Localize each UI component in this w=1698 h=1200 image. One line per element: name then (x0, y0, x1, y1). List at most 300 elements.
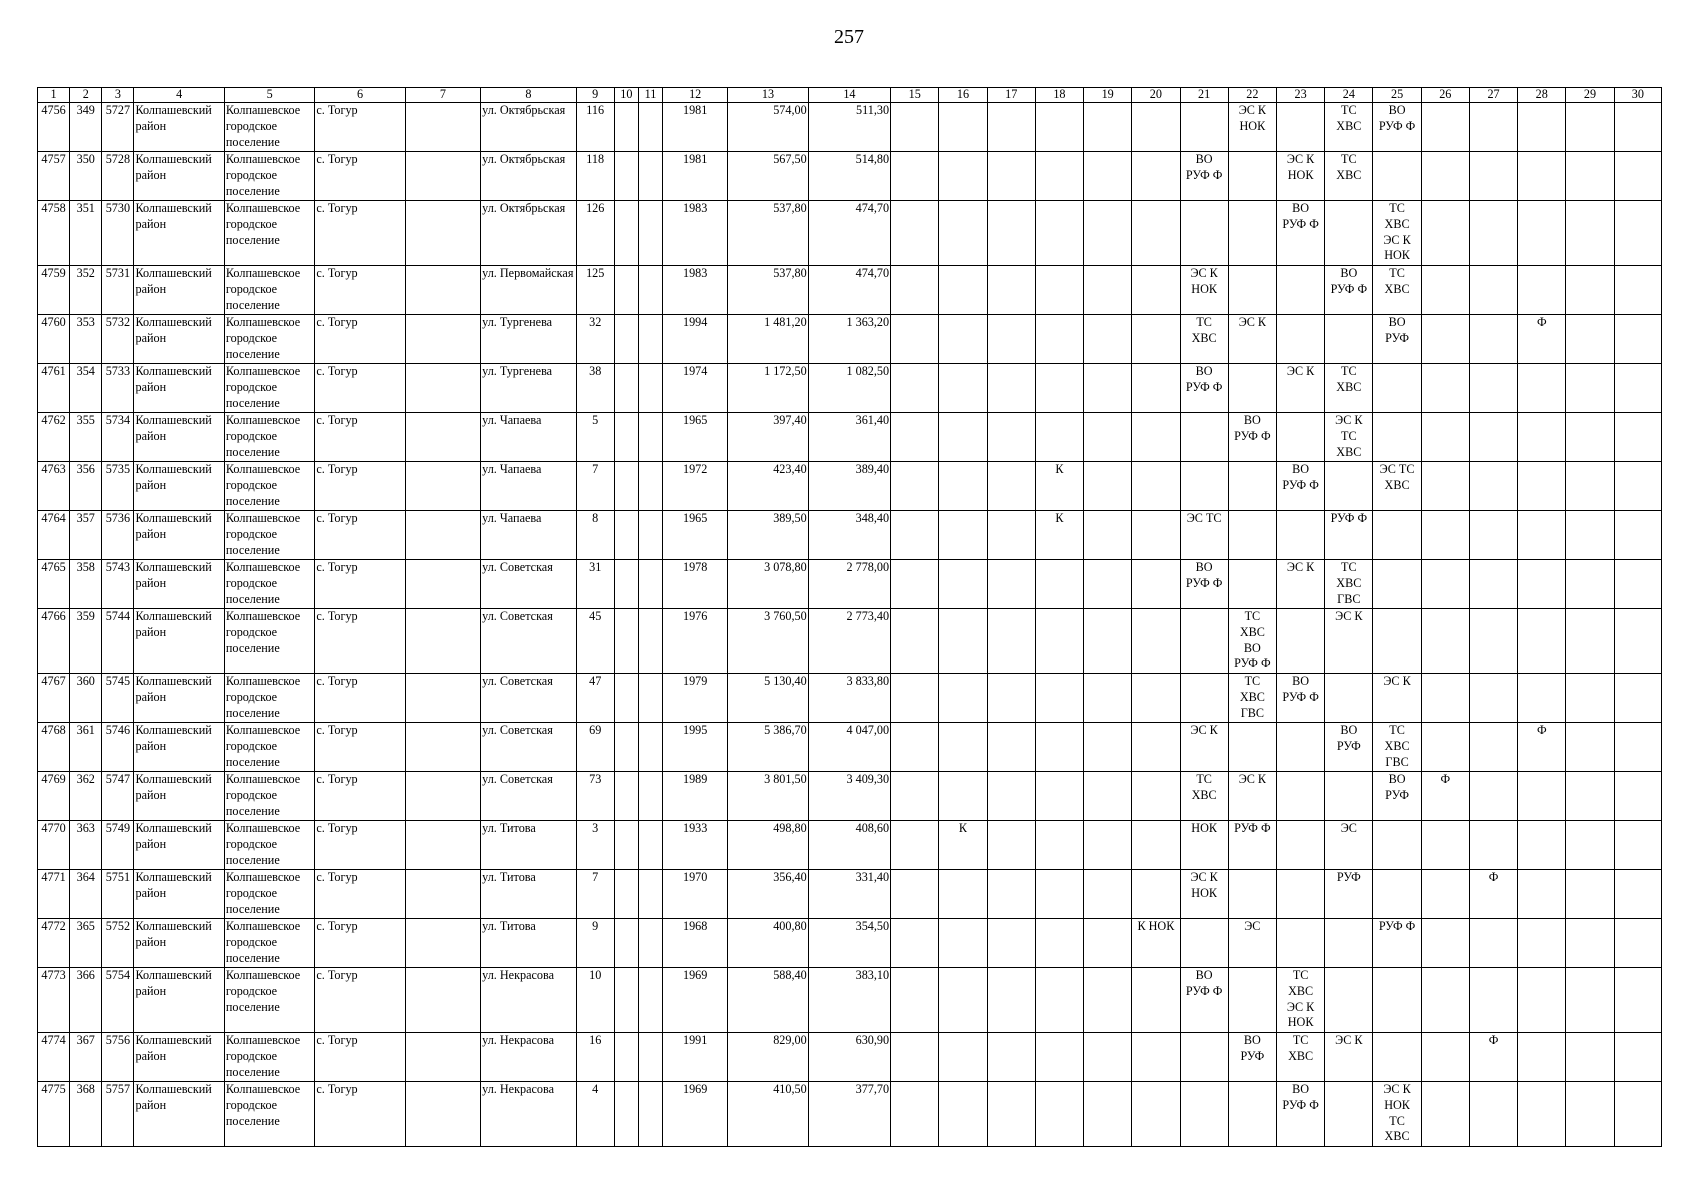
work-cell-10 (614, 1082, 638, 1147)
work-cell-19 (1084, 152, 1132, 201)
house-number: 10 (576, 968, 614, 1033)
work-cell-24: ТС ХВС (1325, 152, 1373, 201)
settlement-name: Колпашевское городское поселение (224, 723, 314, 772)
living-area: 3 409,30 (808, 772, 890, 821)
work-cell-11 (638, 201, 662, 266)
work-cell-10 (614, 772, 638, 821)
work-cell-15 (891, 1082, 939, 1147)
street-name: ул. Советская (481, 560, 576, 609)
table-row (38, 821, 1662, 870)
table-row (38, 674, 1662, 723)
work-cell-22 (1228, 968, 1276, 1033)
locality-name: с. Тогур (315, 674, 405, 723)
work-cell-20: К НОК (1132, 919, 1180, 968)
total-area: 397,40 (728, 413, 808, 462)
column-header-17: 17 (987, 88, 1035, 103)
work-cell-16 (939, 560, 987, 609)
work-cell-25: ТС ХВС (1373, 266, 1421, 315)
work-cell-30 (1614, 103, 1661, 152)
living-area: 2 778,00 (808, 560, 890, 609)
house-number: 69 (576, 723, 614, 772)
build-year: 1965 (663, 413, 728, 462)
build-year: 1969 (663, 968, 728, 1033)
work-cell-7 (405, 315, 480, 364)
column-header-30: 30 (1614, 88, 1661, 103)
work-cell-29 (1566, 266, 1614, 315)
house-number: 16 (576, 1033, 614, 1082)
living-area: 2 773,40 (808, 609, 890, 674)
work-cell-30 (1614, 1082, 1661, 1147)
work-cell-30 (1614, 919, 1661, 968)
column-header-3: 3 (102, 88, 134, 103)
work-cell-27 (1469, 821, 1517, 870)
settlement-name: Колпашевское городское поселение (224, 919, 314, 968)
work-cell-22: ВО РУФ (1228, 1033, 1276, 1082)
work-cell-18 (1035, 266, 1083, 315)
work-cell-27 (1469, 413, 1517, 462)
district-name: Колпашевский район (134, 201, 224, 266)
work-cell-29 (1566, 821, 1614, 870)
work-cell-11 (638, 919, 662, 968)
work-cell-22 (1228, 511, 1276, 560)
work-cell-16 (939, 772, 987, 821)
work-cell-17 (987, 609, 1035, 674)
row-number: 351 (70, 201, 102, 266)
house-number: 9 (576, 919, 614, 968)
column-header-27: 27 (1469, 88, 1517, 103)
work-cell-27 (1469, 315, 1517, 364)
total-area: 498,80 (728, 821, 808, 870)
object-id: 5744 (102, 609, 134, 674)
work-cell-18 (1035, 364, 1083, 413)
work-cell-19 (1084, 674, 1132, 723)
work-cell-27 (1469, 723, 1517, 772)
work-cell-24 (1325, 201, 1373, 266)
work-cell-21 (1180, 103, 1228, 152)
work-cell-11 (638, 152, 662, 201)
work-cell-11 (638, 462, 662, 511)
work-cell-29 (1566, 1033, 1614, 1082)
work-cell-20 (1132, 413, 1180, 462)
work-cell-16 (939, 413, 987, 462)
living-area: 361,40 (808, 413, 890, 462)
work-cell-20 (1132, 315, 1180, 364)
street-name: ул. Некрасова (481, 1033, 576, 1082)
work-cell-27: Ф (1469, 870, 1517, 919)
locality-name: с. Тогур (315, 723, 405, 772)
work-cell-29 (1566, 201, 1614, 266)
record-number: 4764 (38, 511, 70, 560)
work-cell-23 (1276, 772, 1324, 821)
settlement-name: Колпашевское городское поселение (224, 968, 314, 1033)
work-cell-25 (1373, 968, 1421, 1033)
work-cell-10 (614, 674, 638, 723)
build-year: 1981 (663, 152, 728, 201)
house-number: 7 (576, 462, 614, 511)
build-year: 1968 (663, 919, 728, 968)
row-number: 359 (70, 609, 102, 674)
work-cell-11 (638, 674, 662, 723)
street-name: ул. Некрасова (481, 1082, 576, 1147)
table-row (38, 511, 1662, 560)
column-header-20: 20 (1132, 88, 1180, 103)
work-cell-20 (1132, 609, 1180, 674)
work-cell-20 (1132, 266, 1180, 315)
settlement-name: Колпашевское городское поселение (224, 266, 314, 315)
work-cell-11 (638, 723, 662, 772)
work-cell-17 (987, 723, 1035, 772)
work-cell-22: ЭС (1228, 919, 1276, 968)
house-number: 7 (576, 870, 614, 919)
locality-name: с. Тогур (315, 364, 405, 413)
living-area: 474,70 (808, 201, 890, 266)
work-cell-25 (1373, 821, 1421, 870)
row-number: 357 (70, 511, 102, 560)
locality-name: с. Тогур (315, 968, 405, 1033)
work-cell-28 (1518, 609, 1566, 674)
living-area: 408,60 (808, 821, 890, 870)
work-cell-25 (1373, 364, 1421, 413)
work-cell-17 (987, 772, 1035, 821)
work-cell-17 (987, 511, 1035, 560)
column-header-29: 29 (1566, 88, 1614, 103)
work-cell-19 (1084, 462, 1132, 511)
work-cell-22 (1228, 723, 1276, 772)
work-cell-18 (1035, 315, 1083, 364)
work-cell-25 (1373, 152, 1421, 201)
work-cell-15 (891, 511, 939, 560)
total-area: 574,00 (728, 103, 808, 152)
settlement-name: Колпашевское городское поселение (224, 821, 314, 870)
work-cell-20 (1132, 968, 1180, 1033)
total-area: 3 078,80 (728, 560, 808, 609)
work-cell-18 (1035, 821, 1083, 870)
work-cell-19 (1084, 560, 1132, 609)
row-number: 363 (70, 821, 102, 870)
living-area: 389,40 (808, 462, 890, 511)
work-cell-29 (1566, 919, 1614, 968)
work-cell-24 (1325, 462, 1373, 511)
work-cell-30 (1614, 1033, 1661, 1082)
work-cell-7 (405, 1033, 480, 1082)
record-number: 4774 (38, 1033, 70, 1082)
work-cell-17 (987, 870, 1035, 919)
column-header-22: 22 (1228, 88, 1276, 103)
work-cell-25: РУФ Ф (1373, 919, 1421, 968)
work-cell-26 (1421, 1033, 1469, 1082)
work-cell-24 (1325, 1082, 1373, 1147)
work-cell-26 (1421, 103, 1469, 152)
work-cell-18 (1035, 674, 1083, 723)
work-cell-30 (1614, 462, 1661, 511)
total-area: 3 801,50 (728, 772, 808, 821)
settlement-name: Колпашевское городское поселение (224, 609, 314, 674)
work-cell-11 (638, 103, 662, 152)
record-number: 4775 (38, 1082, 70, 1147)
work-cell-17 (987, 462, 1035, 511)
district-name: Колпашевский район (134, 560, 224, 609)
settlement-name: Колпашевское городское поселение (224, 152, 314, 201)
total-area: 400,80 (728, 919, 808, 968)
work-cell-29 (1566, 1082, 1614, 1147)
work-cell-27 (1469, 968, 1517, 1033)
work-cell-25 (1373, 1033, 1421, 1082)
work-cell-21: ВО РУФ Ф (1180, 152, 1228, 201)
locality-name: с. Тогур (315, 1033, 405, 1082)
work-cell-22 (1228, 462, 1276, 511)
column-header-18: 18 (1035, 88, 1083, 103)
district-name: Колпашевский район (134, 1033, 224, 1082)
living-area: 383,10 (808, 968, 890, 1033)
total-area: 829,00 (728, 1033, 808, 1082)
table-row (38, 103, 1662, 152)
district-name: Колпашевский район (134, 103, 224, 152)
record-number: 4762 (38, 413, 70, 462)
work-cell-15 (891, 772, 939, 821)
work-cell-27 (1469, 103, 1517, 152)
table-row (38, 364, 1662, 413)
work-cell-18 (1035, 103, 1083, 152)
living-area: 331,40 (808, 870, 890, 919)
row-number: 360 (70, 674, 102, 723)
work-cell-16 (939, 152, 987, 201)
build-year: 1965 (663, 511, 728, 560)
work-cell-19 (1084, 968, 1132, 1033)
settlement-name: Колпашевское городское поселение (224, 462, 314, 511)
total-area: 423,40 (728, 462, 808, 511)
work-cell-26 (1421, 674, 1469, 723)
object-id: 5756 (102, 1033, 134, 1082)
work-cell-16 (939, 266, 987, 315)
living-area: 377,70 (808, 1082, 890, 1147)
work-cell-7 (405, 413, 480, 462)
column-header-5: 5 (224, 88, 314, 103)
column-header-15: 15 (891, 88, 939, 103)
column-header-6: 6 (315, 88, 405, 103)
work-cell-29 (1566, 674, 1614, 723)
build-year: 1995 (663, 723, 728, 772)
street-name: ул. Чапаева (481, 413, 576, 462)
living-area: 348,40 (808, 511, 890, 560)
record-number: 4763 (38, 462, 70, 511)
total-area: 1 481,20 (728, 315, 808, 364)
build-year: 1933 (663, 821, 728, 870)
work-cell-18: К (1035, 511, 1083, 560)
work-cell-28: Ф (1518, 315, 1566, 364)
work-cell-20 (1132, 364, 1180, 413)
house-number: 116 (576, 103, 614, 152)
work-cell-27 (1469, 772, 1517, 821)
work-cell-23: ТС ХВС ЭС К НОК (1276, 968, 1324, 1033)
district-name: Колпашевский район (134, 821, 224, 870)
work-cell-27 (1469, 152, 1517, 201)
column-header-25: 25 (1373, 88, 1421, 103)
row-number: 350 (70, 152, 102, 201)
work-cell-15 (891, 103, 939, 152)
district-name: Колпашевский район (134, 462, 224, 511)
work-cell-26 (1421, 201, 1469, 266)
work-cell-25 (1373, 560, 1421, 609)
record-number: 4767 (38, 674, 70, 723)
work-cell-7 (405, 723, 480, 772)
work-cell-26 (1421, 560, 1469, 609)
build-year: 1974 (663, 364, 728, 413)
total-area: 5 386,70 (728, 723, 808, 772)
work-cell-20 (1132, 870, 1180, 919)
record-number: 4772 (38, 919, 70, 968)
work-cell-19 (1084, 103, 1132, 152)
work-cell-15 (891, 609, 939, 674)
settlement-name: Колпашевское городское поселение (224, 870, 314, 919)
work-cell-27 (1469, 266, 1517, 315)
work-cell-30 (1614, 560, 1661, 609)
column-header-8: 8 (481, 88, 576, 103)
work-cell-23 (1276, 266, 1324, 315)
object-id: 5752 (102, 919, 134, 968)
work-cell-7 (405, 772, 480, 821)
work-cell-24: ТС ХВС ГВС (1325, 560, 1373, 609)
work-cell-20 (1132, 1033, 1180, 1082)
work-cell-24: ТС ХВС (1325, 364, 1373, 413)
work-cell-26 (1421, 821, 1469, 870)
work-cell-17 (987, 266, 1035, 315)
build-year: 1969 (663, 1082, 728, 1147)
column-header-26: 26 (1421, 88, 1469, 103)
work-cell-24 (1325, 315, 1373, 364)
work-cell-28 (1518, 1082, 1566, 1147)
work-cell-20 (1132, 201, 1180, 266)
work-cell-24: ЭС К (1325, 609, 1373, 674)
table-row (38, 870, 1662, 919)
work-cell-7 (405, 1082, 480, 1147)
total-area: 356,40 (728, 870, 808, 919)
object-id: 5754 (102, 968, 134, 1033)
work-cell-19 (1084, 201, 1132, 266)
work-cell-7 (405, 201, 480, 266)
work-cell-24: ЭС К (1325, 1033, 1373, 1082)
street-name: ул. Титова (481, 870, 576, 919)
build-year: 1972 (663, 462, 728, 511)
district-name: Колпашевский район (134, 152, 224, 201)
work-cell-22 (1228, 201, 1276, 266)
locality-name: с. Тогур (315, 919, 405, 968)
work-cell-19 (1084, 821, 1132, 870)
work-cell-25: ЭС ТС ХВС (1373, 462, 1421, 511)
object-id: 5746 (102, 723, 134, 772)
work-cell-20 (1132, 723, 1180, 772)
work-cell-19 (1084, 511, 1132, 560)
build-year: 1989 (663, 772, 728, 821)
work-cell-19 (1084, 1033, 1132, 1082)
work-cell-27 (1469, 674, 1517, 723)
street-name: ул. Некрасова (481, 968, 576, 1033)
work-cell-15 (891, 462, 939, 511)
column-header-10: 10 (614, 88, 638, 103)
house-number: 3 (576, 821, 614, 870)
object-id: 5735 (102, 462, 134, 511)
district-name: Колпашевский район (134, 364, 224, 413)
work-cell-10 (614, 821, 638, 870)
street-name: ул. Титова (481, 919, 576, 968)
work-cell-10 (614, 560, 638, 609)
work-cell-24 (1325, 919, 1373, 968)
work-cell-27 (1469, 609, 1517, 674)
work-cell-23 (1276, 511, 1324, 560)
column-header-19: 19 (1084, 88, 1132, 103)
work-cell-7 (405, 609, 480, 674)
work-cell-16 (939, 201, 987, 266)
house-number: 47 (576, 674, 614, 723)
work-cell-24: ВО РУФ (1325, 723, 1373, 772)
work-cell-15 (891, 821, 939, 870)
street-name: ул. Советская (481, 723, 576, 772)
living-area: 3 833,80 (808, 674, 890, 723)
work-cell-18 (1035, 919, 1083, 968)
column-header-12: 12 (663, 88, 728, 103)
work-cell-28 (1518, 152, 1566, 201)
work-cell-7 (405, 462, 480, 511)
work-cell-18 (1035, 772, 1083, 821)
street-name: ул. Чапаева (481, 511, 576, 560)
total-area: 567,50 (728, 152, 808, 201)
work-cell-21: ЭС К (1180, 723, 1228, 772)
work-cell-25: ВО РУФ Ф (1373, 103, 1421, 152)
work-cell-27 (1469, 560, 1517, 609)
work-cell-17 (987, 315, 1035, 364)
record-number: 4768 (38, 723, 70, 772)
work-cell-11 (638, 1082, 662, 1147)
work-cell-18 (1035, 560, 1083, 609)
work-cell-28 (1518, 772, 1566, 821)
table-row (38, 152, 1662, 201)
work-cell-25 (1373, 870, 1421, 919)
object-id: 5743 (102, 560, 134, 609)
build-year: 1981 (663, 103, 728, 152)
work-cell-29 (1566, 152, 1614, 201)
work-cell-7 (405, 511, 480, 560)
column-header-9: 9 (576, 88, 614, 103)
work-cell-11 (638, 511, 662, 560)
work-cell-28 (1518, 560, 1566, 609)
table-row (38, 266, 1662, 315)
district-name: Колпашевский район (134, 413, 224, 462)
work-cell-27: Ф (1469, 1033, 1517, 1082)
locality-name: с. Тогур (315, 870, 405, 919)
object-id: 5734 (102, 413, 134, 462)
table-row (38, 315, 1662, 364)
work-cell-17 (987, 821, 1035, 870)
district-name: Колпашевский район (134, 266, 224, 315)
work-cell-15 (891, 413, 939, 462)
work-cell-26 (1421, 723, 1469, 772)
locality-name: с. Тогур (315, 462, 405, 511)
work-cell-21 (1180, 1082, 1228, 1147)
work-cell-29 (1566, 511, 1614, 560)
work-cell-19 (1084, 772, 1132, 821)
work-cell-26 (1421, 919, 1469, 968)
locality-name: с. Тогур (315, 201, 405, 266)
work-cell-17 (987, 1033, 1035, 1082)
work-cell-18 (1035, 609, 1083, 674)
work-cell-19 (1084, 723, 1132, 772)
street-name: ул. Октябрьская (481, 201, 576, 266)
object-id: 5747 (102, 772, 134, 821)
work-cell-18 (1035, 1033, 1083, 1082)
work-cell-23: ЭС К НОК (1276, 152, 1324, 201)
work-cell-21: ТС ХВС (1180, 772, 1228, 821)
work-cell-24: ЭС К ТС ХВС (1325, 413, 1373, 462)
work-cell-28 (1518, 413, 1566, 462)
